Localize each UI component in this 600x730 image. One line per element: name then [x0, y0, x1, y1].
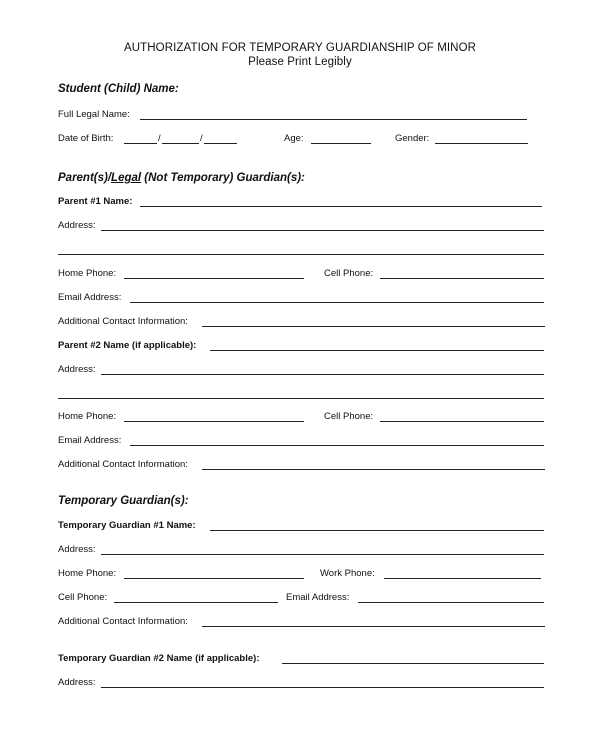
parents-heading-start: Parent(s)/ [58, 172, 112, 184]
age-field[interactable] [311, 143, 371, 144]
guardian1-name-field[interactable] [210, 530, 544, 531]
parent1-address-row [58, 219, 548, 233]
parent1-address-line2-row [58, 243, 548, 257]
parent1-name-field[interactable] [140, 206, 542, 207]
guardian1-address-field[interactable] [101, 554, 544, 555]
guardian1-additional-label: Additional Contact Information: [58, 616, 188, 627]
guardian1-cell-phone-field[interactable] [114, 602, 278, 603]
parent1-cell-phone-field[interactable] [380, 278, 544, 279]
guardian1-work-phone-label: Work Phone: [320, 568, 375, 579]
parents-section-heading [58, 172, 305, 184]
guardian1-home-phone-field[interactable] [124, 578, 304, 579]
parent1-address-field[interactable] [101, 230, 544, 231]
full-legal-name-field[interactable] [140, 119, 527, 120]
guardian1-phone-row [58, 567, 548, 581]
parent1-additional-label: Additional Contact Information: [58, 316, 188, 327]
parent1-address-line2-field[interactable] [58, 254, 544, 255]
guardian2-address-field[interactable] [101, 687, 544, 688]
form-title: AUTHORIZATION FOR TEMPORARY GUARDIANSHIP OF MINOR [123, 42, 477, 54]
student-section-heading: Student (Child) Name: [58, 83, 179, 95]
guardian2-address-row [58, 676, 548, 690]
parent1-phone-row [58, 267, 548, 281]
guardian1-work-phone-field[interactable] [384, 578, 541, 579]
parent1-name-row [58, 195, 548, 209]
guardian1-cell-email-row [58, 591, 548, 605]
parent1-home-phone-field[interactable] [124, 278, 304, 279]
dob-year-field[interactable] [204, 143, 237, 144]
gender-field[interactable] [435, 143, 528, 144]
guardian2-name-row [58, 652, 548, 666]
parent2-cell-phone-label: Cell Phone: [324, 411, 374, 422]
guardian1-name-label: Temporary Guardian #1 Name: [58, 520, 196, 531]
form-subtitle: Please Print Legibly [248, 56, 352, 68]
parents-heading-end: (Not Temporary) Guardian(s): [141, 172, 305, 184]
parent2-email-row [58, 434, 548, 448]
age-label: Age: [284, 133, 304, 144]
guardian1-address-row [58, 543, 548, 557]
guardian1-home-phone-label: Home Phone: [58, 568, 117, 579]
parent1-home-phone-label: Home Phone: [58, 268, 117, 279]
parent1-email-field[interactable] [130, 302, 544, 303]
parent2-home-phone-field[interactable] [124, 421, 304, 422]
guardian1-name-row [58, 519, 548, 533]
parent2-additional-row [58, 458, 548, 472]
parent1-email-label: Email Address: [58, 292, 122, 303]
full-legal-name-label: Full Legal Name: [58, 109, 130, 120]
guardian1-cell-phone-label: Cell Phone: [58, 592, 108, 603]
parent1-cell-phone-label: Cell Phone: [324, 268, 374, 279]
parent2-name-label: Parent #2 Name (if applicable): [58, 340, 197, 351]
guardian1-additional-row [58, 615, 548, 629]
parent2-address-line2-row [58, 387, 548, 401]
parents-heading-legal: Legal [111, 172, 142, 184]
dob-label: Date of Birth: [58, 133, 114, 144]
guardian1-email-label: Email Address: [286, 592, 350, 603]
parent1-email-row [58, 291, 548, 305]
guardian1-email-field[interactable] [358, 602, 544, 603]
parent1-name-label: Parent #1 Name: [58, 196, 133, 207]
gender-label: Gender: [395, 133, 430, 144]
parent2-email-field[interactable] [130, 445, 544, 446]
parent1-additional-row [58, 315, 548, 329]
guardian2-address-label: Address: [58, 677, 96, 688]
parent2-additional-field[interactable] [202, 469, 545, 470]
parent2-address-label: Address: [58, 364, 96, 375]
dob-month-field[interactable] [124, 143, 157, 144]
parent2-address-line2-field[interactable] [58, 398, 544, 399]
guardian1-additional-field[interactable] [202, 626, 545, 627]
temporary-section-heading: Temporary Guardian(s): [58, 495, 189, 507]
guardian2-name-label: Temporary Guardian #2 Name (if applicable): [58, 653, 260, 664]
parent2-address-row [58, 363, 548, 377]
parent2-name-row [58, 339, 548, 353]
parent2-name-field[interactable] [210, 350, 544, 351]
dob-separator: / [158, 133, 161, 144]
parent1-address-label: Address: [58, 220, 96, 231]
guardian2-name-field[interactable] [282, 663, 544, 664]
parent1-additional-field[interactable] [202, 326, 545, 327]
parent2-phone-row [58, 410, 548, 424]
parent2-cell-phone-field[interactable] [380, 421, 544, 422]
dob-day-field[interactable] [162, 143, 199, 144]
parent2-address-field[interactable] [101, 374, 544, 375]
full-legal-name-row [58, 108, 538, 122]
parent2-home-phone-label: Home Phone: [58, 411, 117, 422]
dob-separator: / [200, 133, 203, 144]
parent2-additional-label: Additional Contact Information: [58, 459, 188, 470]
dob-row [58, 132, 538, 146]
guardian1-address-label: Address: [58, 544, 96, 555]
parent2-email-label: Email Address: [58, 435, 122, 446]
